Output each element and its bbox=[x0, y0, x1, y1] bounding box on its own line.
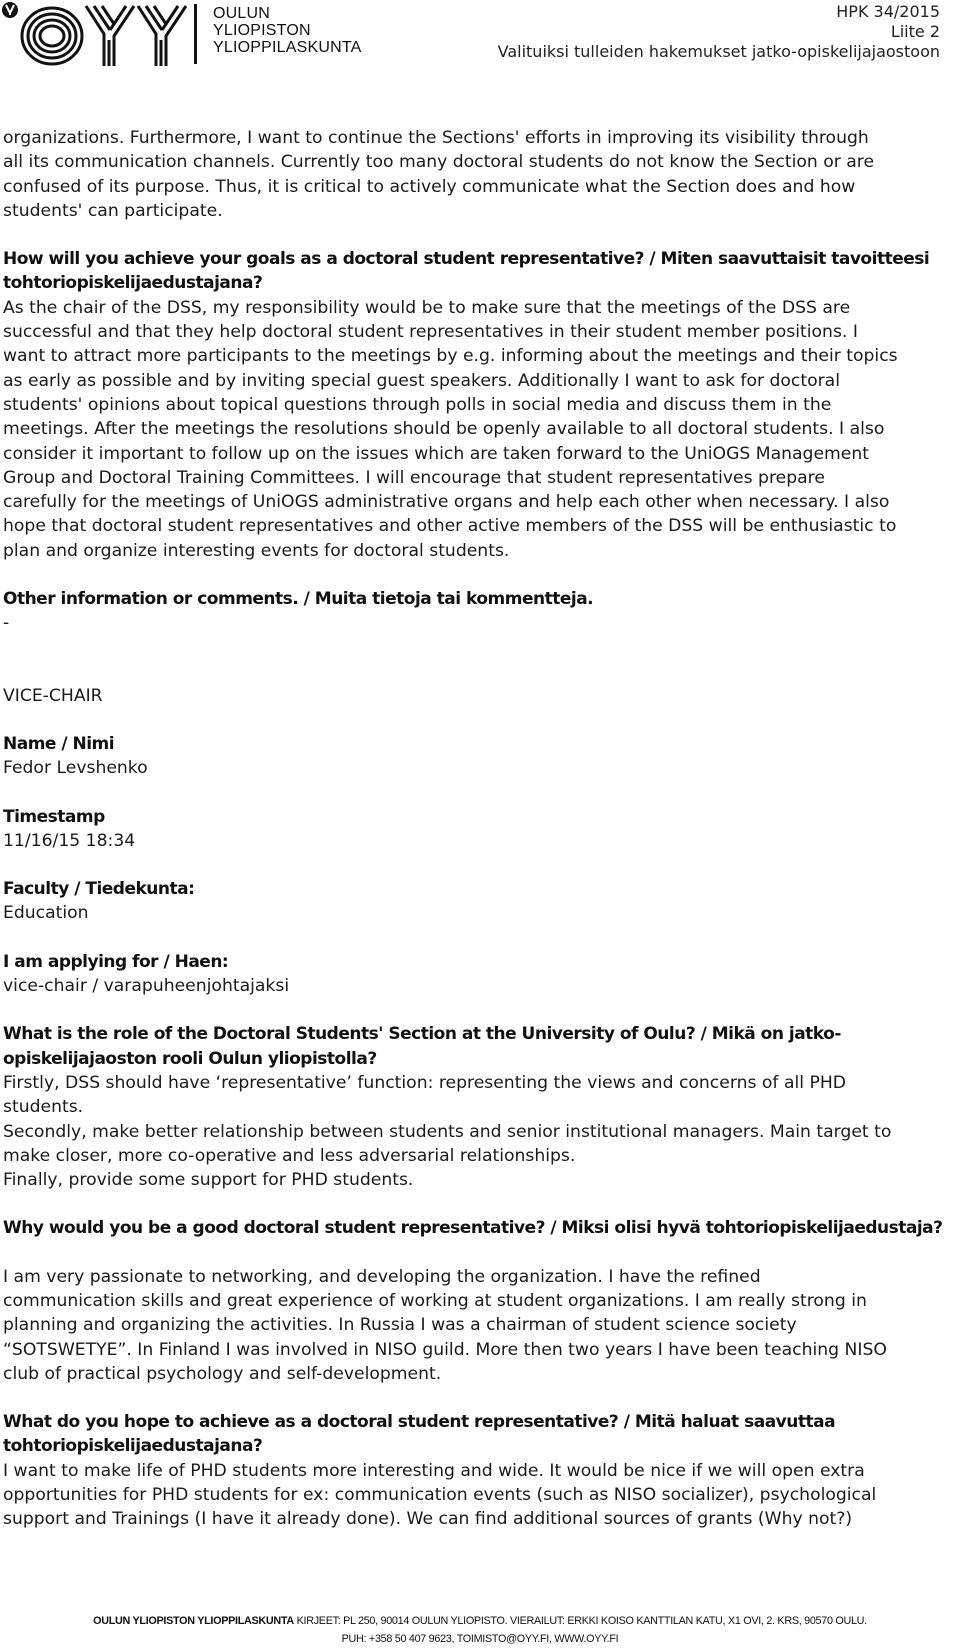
faculty-value: Education bbox=[3, 903, 89, 924]
text-line: hope that doctoral student representatives and other active members of the DSS will be enthusiastic to bbox=[3, 516, 897, 537]
text-line: carefully for the meetings of UniOGS administrative organs and help each other when necessary. I also bbox=[3, 492, 890, 513]
oyy-logo-graphic bbox=[0, 0, 200, 70]
question-line: tohtoriopiskelijaedustajana? bbox=[3, 273, 263, 294]
text-line: I want to make life of PHD students more interesting and wide. It would be nice if we will open extra bbox=[3, 1460, 865, 1481]
text-line: students' can participate. bbox=[3, 200, 223, 221]
role-answer bbox=[3, 1071, 953, 1192]
text-line: meetings. After the meetings the resolutions should be openly available to all doctoral students. I also bbox=[3, 419, 885, 440]
text-line: I am very passionate to networking, and developing the organization. I have the refined bbox=[3, 1266, 761, 1287]
applying-value: vice-chair / varapuheenjohtajaksi bbox=[3, 976, 290, 997]
spacer bbox=[3, 998, 953, 1022]
spacer bbox=[3, 563, 953, 587]
question-line: What is the role of the Doctoral Students' Section at the University of Oulu? / Mikä on jatko- bbox=[3, 1024, 841, 1045]
text-line: “SOTSWETYE”. In Finland I was involved in NISO guild. More then two years I have been teaching NISO bbox=[3, 1339, 887, 1360]
name-value: Fedor Levshenko bbox=[3, 758, 148, 779]
question-line: What do you hope to achieve as a doctoral student representative? / Mitä haluat saavuttaa bbox=[3, 1412, 836, 1433]
text-line: successful and that they help doctoral student representatives in their student member positions. I bbox=[3, 322, 858, 343]
text-line: want to attract more participants to the meetings by e.g. informing about the meetings and their topics bbox=[3, 346, 898, 367]
org-name-line: YLIOPPILASKUNTA bbox=[213, 39, 362, 56]
text-line: planning and organizing the activities. In Russia I was a chairman of student science society bbox=[3, 1315, 797, 1336]
text-line: communication skills and great experience of working at student organizations. I am really strong in bbox=[3, 1290, 867, 1311]
text-line: students. bbox=[3, 1097, 84, 1118]
text-line: consider it important to follow up on the issues which are taken forward to the UniOGS Management bbox=[3, 443, 869, 464]
document-reference bbox=[498, 2, 940, 62]
text-line: Firstly, DSS should have ‘representative’ function: representing the views and concerns of all PHD bbox=[3, 1072, 847, 1093]
timestamp-label: Timestamp bbox=[3, 806, 105, 827]
text-line: plan and organize interesting events for doctoral students. bbox=[3, 540, 510, 561]
spacer bbox=[3, 1386, 953, 1410]
text-line: Secondly, make better relationship between students and senior institutional managers. Main target to bbox=[3, 1121, 892, 1142]
timestamp-value: 11/16/15 18:34 bbox=[3, 830, 136, 851]
spacer bbox=[3, 1241, 953, 1265]
question-line: opiskelijajaoston rooli Oulun yliopistolla? bbox=[3, 1048, 377, 1069]
why-question: Why would you be a good doctoral student representative? / Miksi olisi hyvä tohtoriopiskelijaedustaja? bbox=[3, 1218, 943, 1239]
spacer bbox=[3, 708, 953, 732]
footer-contact: PUH: +358 50 407 9623, TOIMISTO@OYY.FI, WWW.OYY.FI bbox=[341, 1633, 619, 1645]
doc-title: Valituiksi tulleiden hakemukset jatko-opiskelijajaostoon bbox=[497, 42, 940, 61]
spacer bbox=[3, 636, 953, 684]
hope-answer bbox=[3, 1459, 953, 1532]
footer-address-line bbox=[0, 1612, 960, 1630]
text-line: organizations. Furthermore, I want to continue the Sections' efforts in improving its visibility through bbox=[3, 128, 869, 148]
spacer bbox=[3, 223, 953, 247]
footer-address: KIRJEET: PL 250, 90014 OULUN YLIOPISTO. VIERAILUT: ERKKI KOISO KANTTILAN KATU, X1 OVI, 2. KRS, 90570 OULU. bbox=[293, 1615, 867, 1627]
text-line: club of practical psychology and self-development. bbox=[3, 1363, 442, 1384]
footer-org: OULUN YLIOPISTON YLIOPPILASKUNTA bbox=[93, 1615, 294, 1627]
spacer bbox=[3, 1192, 953, 1216]
faculty-label: Faculty / Tiedekunta: bbox=[3, 879, 195, 900]
text-line: all its communication channels. Currently too many doctoral students do not know the Section or are bbox=[3, 152, 875, 173]
other-question: Other information or comments. / Muita tietoja tai kommentteja. bbox=[3, 589, 594, 610]
hope-question bbox=[3, 1410, 953, 1459]
name-label: Name / Nimi bbox=[3, 733, 115, 754]
page-header bbox=[0, 0, 960, 80]
text-line: support and Trainings (I have it already done). We can find additional sources of grants (Why not?) bbox=[3, 1509, 853, 1530]
question-line: How will you achieve your goals as a doctoral student representative? / Miten saavuttaisit tavoitteesi bbox=[3, 249, 930, 270]
spacer bbox=[3, 926, 953, 950]
org-name-line: OULUN bbox=[213, 5, 271, 22]
spacer bbox=[3, 853, 953, 877]
section-title: VICE-CHAIR bbox=[3, 685, 103, 706]
text-line: make closer, more co-operative and less adversarial relationships. bbox=[3, 1145, 576, 1166]
intro-paragraph bbox=[3, 126, 953, 223]
document-body bbox=[3, 126, 953, 1532]
spacer bbox=[3, 781, 953, 805]
why-answer bbox=[3, 1265, 953, 1386]
applying-label: I am applying for / Haen: bbox=[3, 951, 229, 972]
attachment-label: Liite 2 bbox=[890, 22, 940, 41]
goals-question bbox=[3, 247, 953, 296]
text-line: As the chair of the DSS, my responsibility would be to make sure that the meetings of the DSS are bbox=[3, 297, 851, 318]
other-answer: - bbox=[3, 613, 10, 634]
text-line: as early as possible and by inviting special guest speakers. Additionally I want to ask for doctoral bbox=[3, 370, 840, 391]
doc-number: HPK 34/2015 bbox=[836, 2, 940, 21]
org-name-line: YLIOPISTON bbox=[213, 22, 311, 39]
question-line: tohtoriopiskelijaedustajana? bbox=[3, 1436, 263, 1457]
role-question bbox=[3, 1022, 953, 1071]
text-line: students' opinions about topical questions through polls in social media and discuss them in the bbox=[3, 394, 832, 415]
oyy-logo bbox=[0, 0, 200, 70]
text-line: Finally, provide some support for PHD students. bbox=[3, 1170, 414, 1191]
text-line: Group and Doctoral Training Committees. I will encourage that student representatives prepare bbox=[3, 467, 825, 488]
goals-answer bbox=[3, 296, 953, 563]
org-name bbox=[213, 6, 362, 57]
text-line: opportunities for PHD students for ex: communication events (such as NISO socializer), psychological bbox=[3, 1485, 877, 1506]
text-line: confused of its purpose. Thus, it is critical to actively communicate what the Section does and how bbox=[3, 176, 856, 197]
